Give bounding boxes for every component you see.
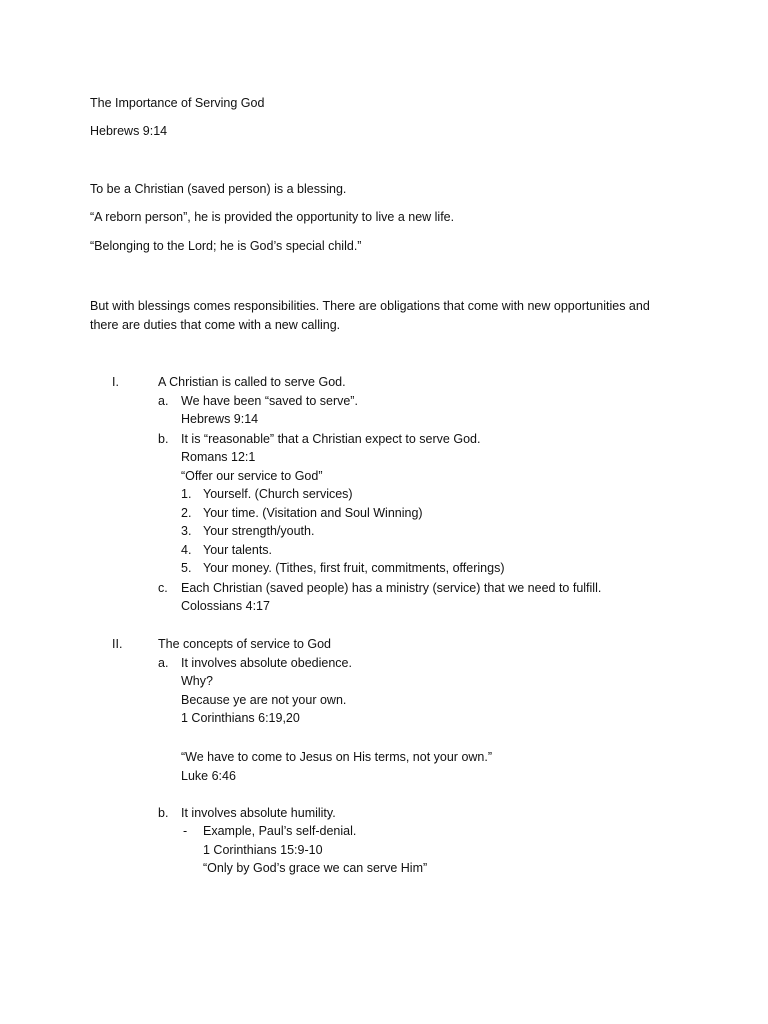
scripture-reference: Luke 6:46: [181, 769, 236, 783]
list-item-text: Your strength/youth.: [203, 524, 315, 538]
list-marker: a.: [158, 656, 169, 670]
list-marker: 4.: [181, 543, 192, 557]
list-item-text: Your time. (Visitation and Soul Winning): [203, 506, 423, 520]
list-marker: c.: [158, 581, 168, 595]
list-item-text: It involves absolute humility.: [181, 806, 336, 820]
list-item-text: Your money. (Tithes, first fruit, commitments, offerings): [203, 561, 505, 575]
document-title: The Importance of Serving God: [90, 96, 265, 110]
body-line: Because ye are not your own.: [181, 693, 347, 707]
list-marker: 3.: [181, 524, 192, 538]
scripture-reference: 1 Corinthians 6:19,20: [181, 711, 300, 725]
section-heading: The concepts of service to God: [158, 637, 332, 651]
list-marker: b.: [158, 432, 169, 446]
list-marker: b.: [158, 806, 169, 820]
list-marker: 2.: [181, 506, 192, 520]
list-marker: a.: [158, 394, 169, 408]
scripture-reference: 1 Corinthians 15:9-10: [203, 843, 323, 857]
list-marker: 1.: [181, 487, 192, 501]
intro-line: To be a Christian (saved person) is a blessing.: [90, 182, 347, 196]
scripture-reference: Hebrews 9:14: [90, 124, 168, 138]
list-item-text: It is “reasonable” that a Christian expect to serve God.: [181, 432, 481, 446]
section-heading: A Christian is called to serve God.: [158, 375, 346, 389]
list-marker: 5.: [181, 561, 192, 575]
list-item-text: Each Christian (saved people) has a ministry (service) that we need to fulfill.: [181, 581, 602, 595]
quote-line: “We have to come to Jesus on His terms, not your own.”: [181, 750, 493, 764]
body-paragraph-line: But with blessings comes responsibilities. There are obligations that come with new opportunities and: [90, 299, 650, 313]
list-item-text: Example, Paul’s self-denial.: [203, 824, 357, 838]
list-marker: -: [183, 824, 188, 838]
quote-line: “Only by God’s grace we can serve Him”: [203, 861, 428, 875]
quote-line: “Offer our service to God”: [181, 469, 323, 483]
list-item-text: We have been “saved to serve”.: [181, 394, 358, 408]
list-item-text: Your talents.: [203, 543, 273, 557]
list-item-text: It involves absolute obedience.: [181, 656, 352, 670]
list-item-text: Yourself. (Church services): [203, 487, 353, 501]
intro-line: “Belonging to the Lord; he is God’s special child.”: [90, 239, 362, 253]
body-paragraph-line: there are duties that come with a new calling.: [90, 318, 341, 332]
section-numeral: II.: [112, 637, 123, 651]
scripture-reference: Hebrews 9:14: [181, 412, 259, 426]
intro-line: “A reborn person”, he is provided the opportunity to live a new life.: [90, 210, 455, 224]
scripture-reference: Romans 12:1: [181, 450, 256, 464]
scripture-reference: Colossians 4:17: [181, 599, 270, 613]
body-line: Why?: [181, 674, 213, 688]
section-numeral: I.: [112, 375, 119, 389]
